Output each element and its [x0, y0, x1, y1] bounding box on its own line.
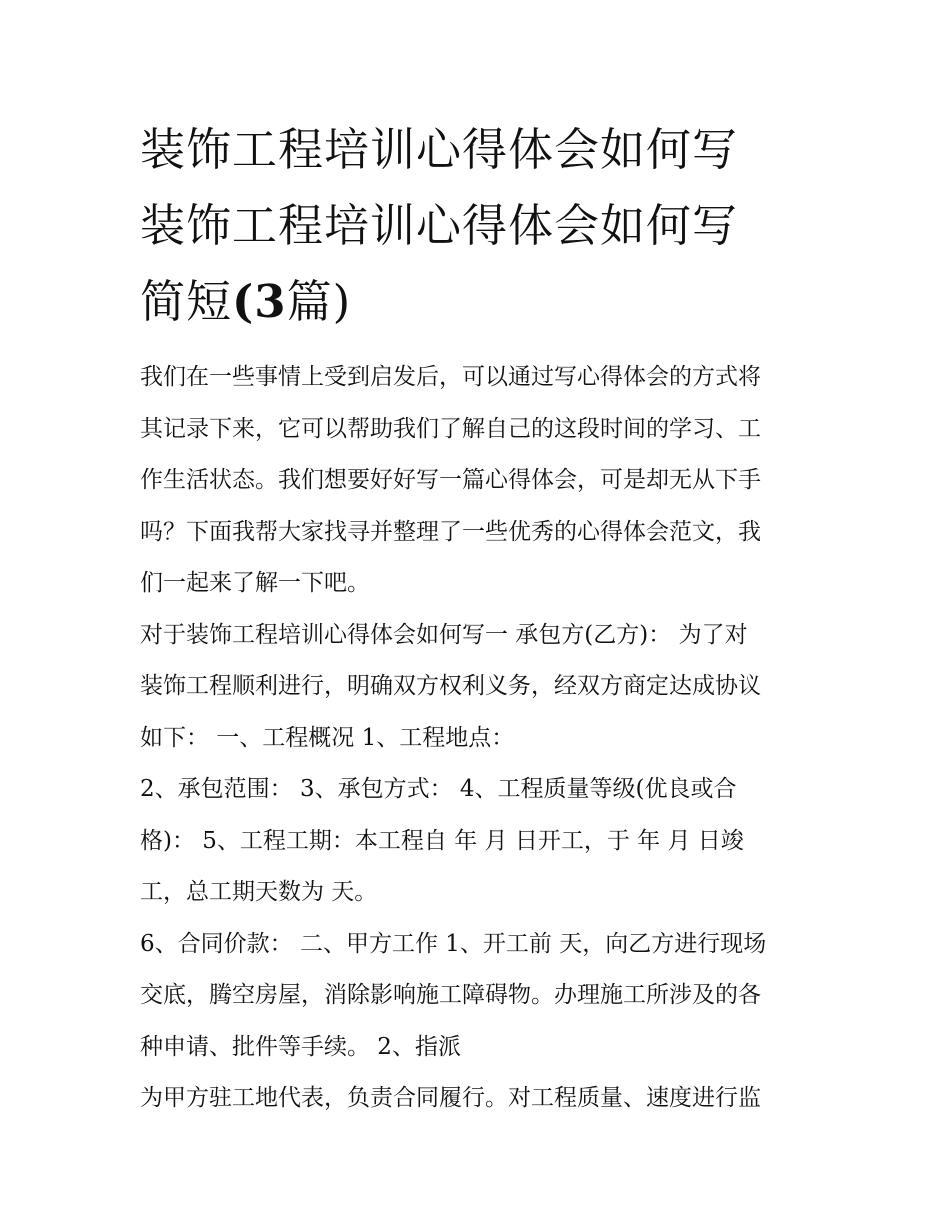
body-line: 工，总工期天数为 天。: [140, 879, 378, 905]
body-line: 如下： 一、工程概况 1、工程地点：: [140, 724, 515, 751]
body-line: 吗？下面我帮大家找寻并整理了一些优秀的心得体会范文，我: [140, 518, 761, 545]
body-line: 2、承包范围： 3、承包方式： 4、工程质量等级(优良或合: [140, 776, 737, 802]
body-line: 格)： 5、工程工期：本工程自 年 月 日开工，于 年 月 日竣: [140, 827, 744, 854]
body-line: 种申请、批件等手续。 2、指派: [140, 1033, 461, 1060]
title-line-3-number: (3: [232, 275, 287, 328]
body-line: 装饰工程顺利进行，明确双方权利义务，经双方商定达成协议: [140, 673, 761, 699]
body-line: 对于装饰工程培训心得体会如何写一 承包方(乙方)： 为了对: [140, 621, 748, 648]
body-line: 们一起来了解一下吧。: [140, 570, 370, 596]
title-line-1: 装饰工程培训心得体会如何写: [140, 123, 739, 176]
body-line: 为甲方驻工地代表，负责合同履行。对工程质量、速度进行监: [140, 1085, 761, 1111]
title-line-3-prefix: 简短: [140, 275, 233, 328]
body-line: 其记录下来，它可以帮助我们了解自己的这段时间的学习、工: [140, 415, 761, 442]
title-line-3: [140, 264, 820, 340]
title-line-3-suffix: 篇): [286, 275, 352, 328]
body-line: 6、合同价款： 二、甲方工作 1、开工前 天，向乙方进行现场: [140, 930, 767, 957]
body-line: 交底，腾空房屋，消除影响施工障碍物。办理施工所涉及的各: [140, 982, 761, 1008]
title-line-2: 装饰工程培训心得体会如何写: [140, 199, 739, 252]
body-line: 作生活状态。我们想要好好写一篇心得体会，可是却无从下手: [140, 467, 761, 493]
document-title: [140, 112, 820, 340]
body-line: 我们在一些事情上受到启发后，可以通过写心得体会的方式将: [140, 364, 761, 390]
body-text: [140, 352, 815, 1125]
